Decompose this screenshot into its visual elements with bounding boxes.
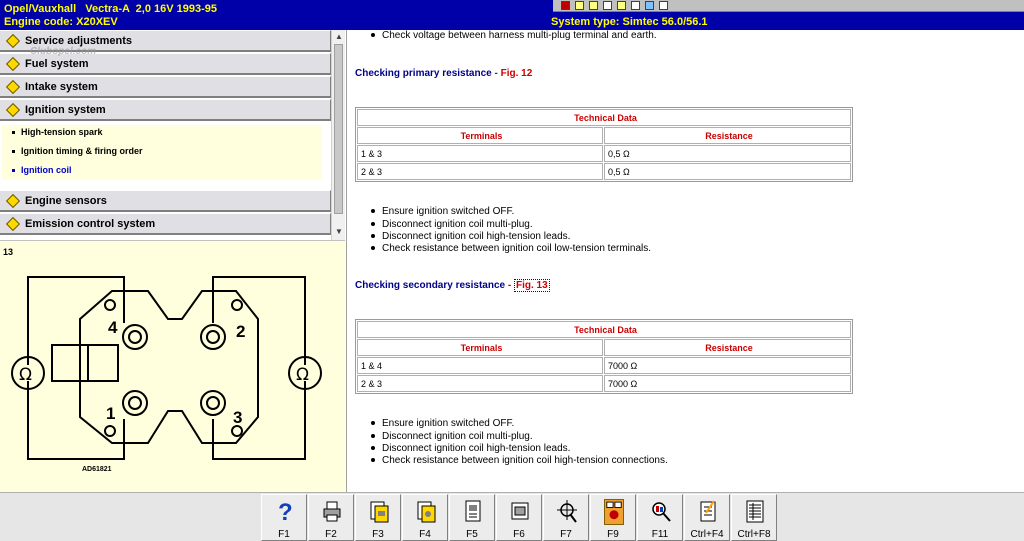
bullet-icon bbox=[371, 33, 375, 37]
bullet-icon bbox=[371, 458, 375, 462]
fig-link[interactable]: Fig. 13 bbox=[515, 280, 548, 291]
table-row bbox=[357, 163, 851, 180]
primary-tech-table bbox=[355, 107, 853, 182]
table-title: Technical Data bbox=[357, 109, 851, 126]
white-indicator-icon bbox=[631, 1, 640, 10]
component-icon bbox=[416, 499, 436, 525]
subitem-label: High-tension spark bbox=[21, 127, 103, 137]
subitem-label: Ignition timing & firing order bbox=[21, 146, 143, 156]
vehicle-title: Opel/Vauxhall Vectra-A 2,0 16V 1993-95 bbox=[4, 3, 217, 15]
menu-item-label: Ignition system bbox=[25, 104, 106, 116]
help-icon bbox=[275, 499, 295, 525]
instruction-text: Ensure ignition switched OFF. bbox=[382, 206, 515, 217]
vehicle-data-button[interactable] bbox=[355, 494, 401, 541]
key-label: Ctrl+F4 bbox=[690, 529, 724, 540]
connector bbox=[52, 345, 118, 381]
cell-terminals: 2 & 3 bbox=[357, 163, 603, 180]
red-indicator-icon bbox=[561, 1, 570, 10]
instruction-item bbox=[371, 418, 514, 429]
help-button[interactable] bbox=[261, 494, 307, 541]
terminal-post-inner bbox=[207, 397, 219, 409]
instruction-text: Check voltage between harness multi-plug terminal and earth. bbox=[382, 30, 657, 41]
terminal-label: 4 bbox=[108, 318, 118, 337]
diamond-icon bbox=[6, 194, 20, 208]
figure-icon bbox=[604, 499, 624, 525]
instruction-text: Check resistance between ignition coil low-tension terminals. bbox=[382, 243, 652, 254]
menu-item-label: Service adjustments bbox=[25, 35, 132, 47]
diamond-icon bbox=[6, 80, 20, 94]
menu-item-ignition-system[interactable] bbox=[0, 99, 331, 121]
col-header-resistance: Resistance bbox=[604, 127, 851, 144]
menu-item-engine-sensors[interactable] bbox=[0, 190, 331, 212]
vehicle-data-icon bbox=[369, 499, 389, 525]
mount-hole bbox=[232, 300, 242, 310]
secondary-heading bbox=[355, 280, 550, 291]
key-label: F9 bbox=[607, 529, 619, 540]
heading-sep: - bbox=[491, 68, 501, 79]
diamond-icon bbox=[6, 217, 20, 231]
bullet-icon bbox=[371, 246, 375, 250]
instruction-item bbox=[371, 219, 533, 230]
function-key-toolbar bbox=[0, 492, 1024, 541]
terminal-label: 1 bbox=[106, 404, 116, 423]
key-label: F1 bbox=[278, 529, 290, 540]
engine-icon bbox=[510, 499, 530, 525]
bullet-icon bbox=[12, 150, 15, 153]
table-title: Technical Data bbox=[357, 321, 851, 338]
terminal-post bbox=[123, 391, 147, 415]
figure-panel bbox=[0, 240, 345, 492]
bullet-icon bbox=[371, 434, 375, 438]
ohm-symbol-icon: Ω bbox=[19, 365, 32, 385]
terminal-post-inner bbox=[129, 397, 141, 409]
yellow-indicator-icon bbox=[575, 1, 584, 10]
scroll-up-icon[interactable]: ▲ bbox=[335, 32, 343, 41]
instruction-text: Disconnect ignition coil high-tension leads. bbox=[382, 231, 571, 242]
bullet-icon bbox=[371, 421, 375, 425]
menu-scrollbar[interactable] bbox=[331, 30, 345, 240]
secondary-tech-table bbox=[355, 319, 853, 394]
document-button[interactable] bbox=[449, 494, 495, 541]
menu-item-label: Intake system bbox=[25, 81, 98, 93]
bullet-icon bbox=[12, 169, 15, 172]
component-button[interactable] bbox=[402, 494, 448, 541]
instruction-item bbox=[371, 443, 570, 454]
menu-item-label: Engine sensors bbox=[25, 195, 107, 207]
terminal-post bbox=[201, 325, 225, 349]
key-label: F11 bbox=[651, 529, 669, 540]
heading-sep: - bbox=[505, 280, 514, 291]
key-label: F6 bbox=[513, 529, 525, 540]
subitem-ignition-coil[interactable] bbox=[12, 165, 72, 175]
mount-hole bbox=[105, 426, 115, 436]
key-label: F3 bbox=[372, 529, 384, 540]
scroll-down-icon[interactable]: ▼ bbox=[335, 227, 343, 236]
heading-text: Checking secondary resistance bbox=[355, 280, 506, 291]
table-row bbox=[357, 375, 851, 392]
key-label: Ctrl+F8 bbox=[737, 529, 771, 540]
header-bar bbox=[0, 0, 1024, 30]
engine-button[interactable] bbox=[496, 494, 542, 541]
yellow-indicator-icon bbox=[617, 1, 626, 10]
menu-item-label: Emission control system bbox=[25, 218, 156, 230]
col-header-resistance: Resistance bbox=[604, 339, 851, 356]
terminal-label: 2 bbox=[236, 322, 246, 341]
print-button[interactable] bbox=[308, 494, 354, 541]
blue-indicator-icon bbox=[645, 1, 654, 10]
cell-terminals: 2 & 3 bbox=[357, 375, 603, 392]
crosshair-button[interactable] bbox=[543, 494, 589, 541]
key-label: F4 bbox=[419, 529, 431, 540]
heading-text: Checking primary resistance bbox=[355, 68, 492, 79]
instruction-item bbox=[371, 30, 657, 41]
primary-heading bbox=[355, 68, 532, 79]
instruction-text: Check resistance between ignition coil high-tension connections. bbox=[382, 455, 668, 466]
terminal-post bbox=[201, 391, 225, 415]
instruction-text: Ensure ignition switched OFF. bbox=[382, 418, 515, 429]
white-indicator-icon bbox=[603, 1, 612, 10]
crosshair-icon bbox=[557, 499, 577, 525]
svg-text:?: ? bbox=[278, 499, 293, 525]
bullet-icon bbox=[371, 209, 375, 213]
figure-button[interactable] bbox=[590, 494, 636, 541]
list-button[interactable] bbox=[731, 494, 777, 541]
mount-hole bbox=[105, 300, 115, 310]
white-indicator-icon bbox=[659, 1, 668, 10]
cell-terminals: 1 & 3 bbox=[357, 145, 603, 162]
menu-item-emission-control[interactable] bbox=[0, 213, 331, 235]
figure-code: AD61821 bbox=[82, 466, 112, 473]
print-icon bbox=[322, 499, 342, 525]
instruction-item bbox=[371, 243, 651, 254]
list-icon bbox=[745, 499, 765, 525]
diamond-icon bbox=[6, 57, 20, 71]
subitem-ignition-timing[interactable] bbox=[12, 146, 143, 156]
ohm-symbol-icon: Ω bbox=[296, 365, 309, 385]
instruction-item bbox=[371, 455, 668, 466]
terminal-post bbox=[123, 325, 147, 349]
terminal-post-inner bbox=[207, 331, 219, 343]
bullet-icon bbox=[371, 234, 375, 238]
cell-resistance: 0,5 Ω bbox=[604, 163, 851, 180]
system-type: System type: Simtec 56.0/56.1 bbox=[551, 16, 708, 28]
bullet-icon bbox=[371, 222, 375, 226]
fig-link[interactable]: Fig. 12 bbox=[500, 68, 533, 79]
col-header-terminals: Terminals bbox=[357, 127, 603, 144]
cell-resistance: 0,5 Ω bbox=[604, 145, 851, 162]
diamond-icon bbox=[6, 34, 20, 48]
key-label: F5 bbox=[466, 529, 478, 540]
subitem-label: Ignition coil bbox=[21, 165, 72, 175]
key-label: F7 bbox=[560, 529, 572, 540]
cell-resistance: 7000 Ω bbox=[604, 357, 851, 374]
yellow-indicator-icon bbox=[589, 1, 598, 10]
engine-code: Engine code: X20XEV bbox=[4, 16, 118, 28]
edit-icon bbox=[698, 499, 718, 525]
table-row bbox=[357, 357, 851, 374]
cell-terminals: 1 & 4 bbox=[357, 357, 603, 374]
bullet-icon bbox=[371, 446, 375, 450]
table-row bbox=[357, 145, 851, 162]
key-label: F2 bbox=[325, 529, 337, 540]
instruction-item bbox=[371, 206, 514, 217]
menu-item-label: Fuel system bbox=[25, 58, 89, 70]
zoom-button[interactable] bbox=[637, 494, 683, 541]
ignition-subitems bbox=[2, 125, 322, 180]
toolbar-strip bbox=[553, 0, 1024, 12]
col-header-terminals: Terminals bbox=[357, 339, 603, 356]
ignition-coil-diagram bbox=[0, 241, 345, 493]
scrollbar-thumb[interactable] bbox=[334, 44, 343, 214]
content-pane bbox=[346, 30, 1024, 492]
zoom-icon bbox=[651, 499, 671, 525]
document-icon bbox=[463, 499, 483, 525]
section-menu bbox=[0, 30, 345, 240]
mount-hole bbox=[232, 426, 242, 436]
edit-button[interactable] bbox=[684, 494, 730, 541]
subitem-high-tension-spark[interactable] bbox=[12, 127, 103, 137]
diamond-icon bbox=[6, 103, 20, 117]
instruction-text: Disconnect ignition coil high-tension leads. bbox=[382, 443, 571, 454]
terminal-label: 3 bbox=[233, 408, 243, 427]
figure-number: 13 bbox=[3, 247, 14, 257]
bullet-icon bbox=[12, 131, 15, 134]
terminal-post-inner bbox=[129, 331, 141, 343]
watermark: Clubopel.com bbox=[30, 46, 97, 57]
instruction-text: Disconnect ignition coil multi-plug. bbox=[382, 431, 533, 442]
instruction-text: Disconnect ignition coil multi-plug. bbox=[382, 219, 533, 230]
instruction-item bbox=[371, 431, 533, 442]
cell-resistance: 7000 Ω bbox=[604, 375, 851, 392]
menu-item-intake-system[interactable] bbox=[0, 76, 331, 98]
instruction-item bbox=[371, 231, 570, 242]
